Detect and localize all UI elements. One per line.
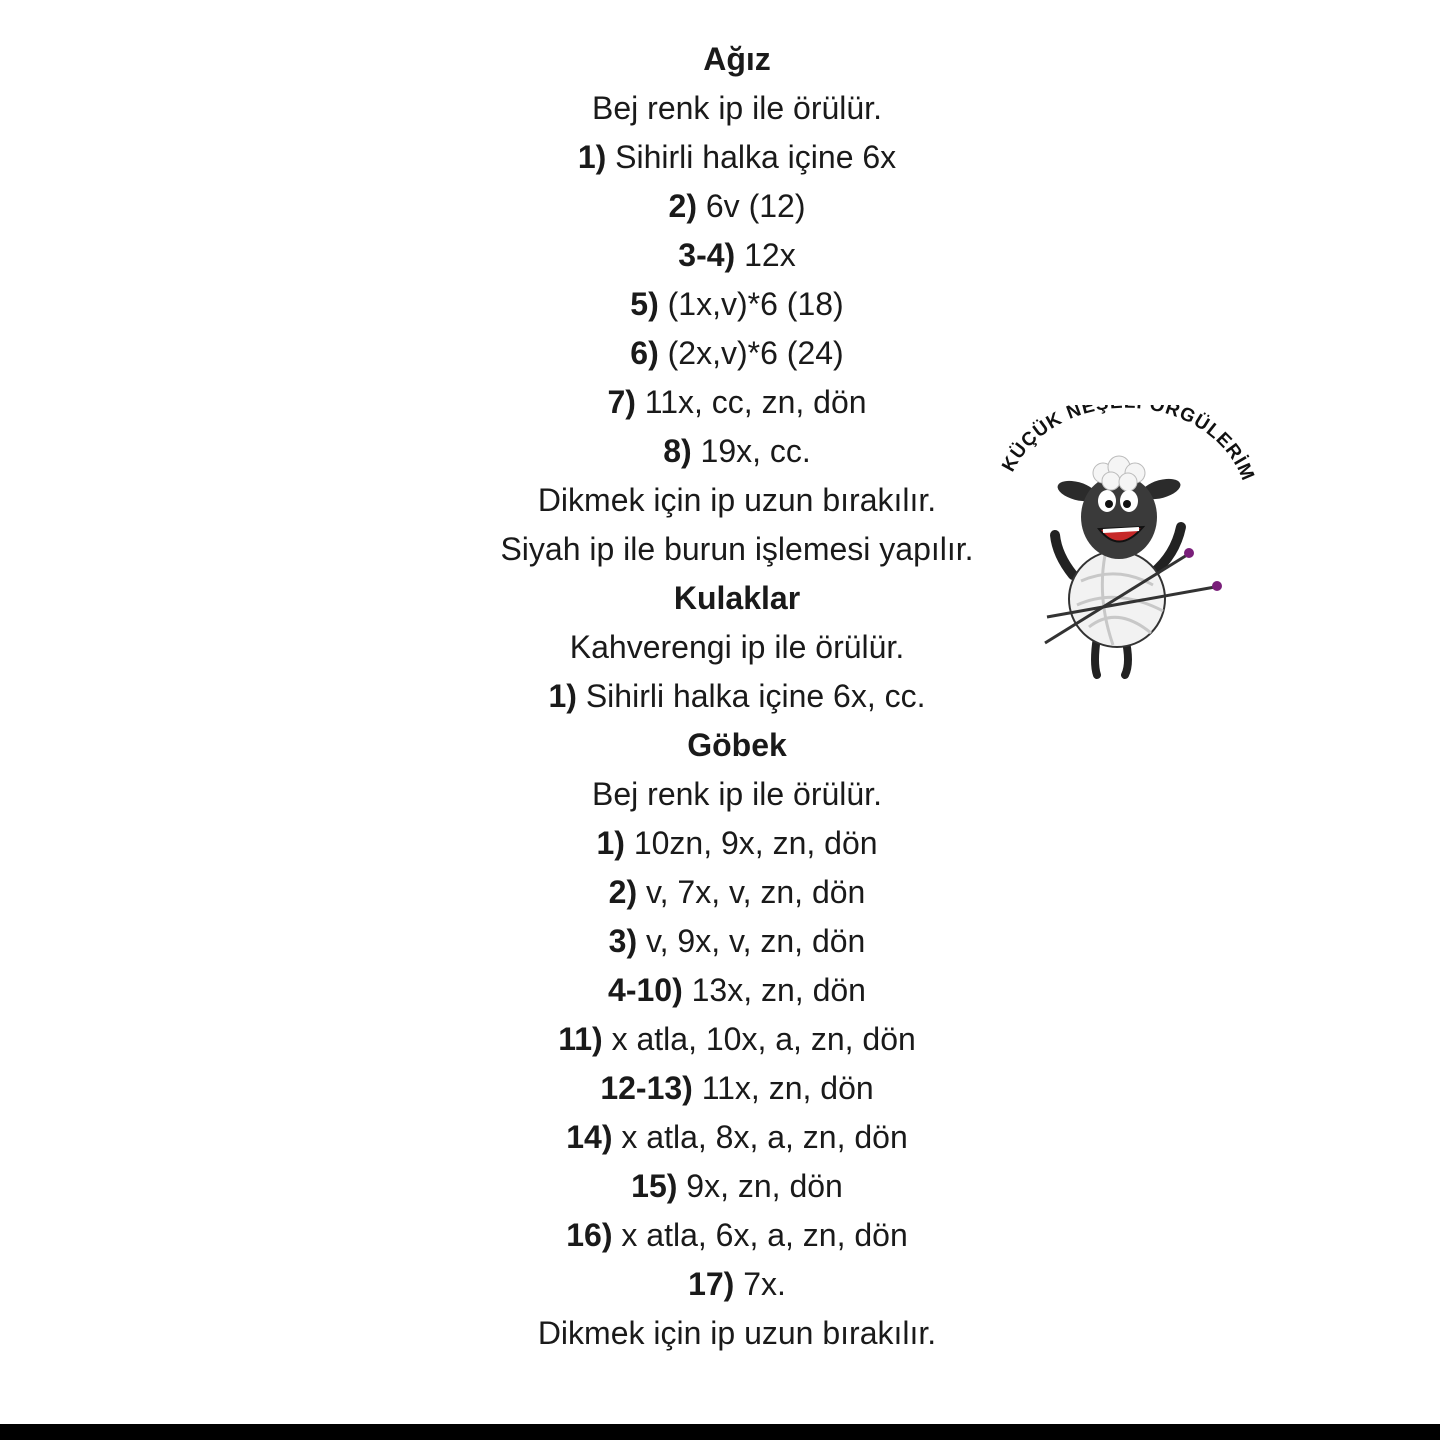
section-heading: Göbek (687, 727, 787, 763)
instruction-text: 6v (12) (696, 188, 806, 224)
row-number: 1) (548, 678, 577, 714)
instruction-text: Bej renk ip ile örülür. (592, 90, 882, 126)
instruction-text: v, 9x, v, zn, dön (637, 923, 866, 959)
instruction-line (0, 231, 1440, 280)
instruction-line (0, 1064, 1440, 1113)
instruction-text: 13x, zn, dön (682, 972, 866, 1008)
row-number: 3-4) (678, 237, 736, 273)
row-number: 17) (688, 1266, 735, 1302)
row-number: 7) (607, 384, 636, 420)
instruction-text: 11x, cc, zn, dön (635, 384, 867, 420)
instruction-line (0, 1211, 1440, 1260)
instruction-text: (1x,v)*6 (18) (658, 286, 844, 322)
row-number: 15) (631, 1168, 678, 1204)
instruction-line (0, 770, 1440, 819)
instruction-text: Dikmek için ip uzun bırakılır. (537, 1315, 937, 1351)
instruction-text: Sihirli halka içine 6x, cc. (576, 678, 926, 714)
instruction-text: 10zn, 9x, zn, dön (624, 825, 878, 861)
instruction-line (0, 182, 1440, 231)
instruction-text: 7x. (734, 1266, 786, 1302)
instruction-line (0, 133, 1440, 182)
instruction-line (0, 1015, 1440, 1064)
row-number: 8) (663, 433, 692, 469)
brand-logo (985, 405, 1255, 685)
row-number: 1) (596, 825, 625, 861)
row-number: 2) (668, 188, 697, 224)
instruction-line (0, 280, 1440, 329)
instruction-text: x atla, 8x, a, zn, dön (612, 1119, 908, 1155)
row-number: 3) (608, 923, 638, 959)
instruction-text: 19x, cc. (691, 433, 811, 469)
instruction-text: Sihirli halka içine 6x (606, 139, 897, 175)
row-number: 5) (630, 286, 659, 322)
bottom-bar (0, 1424, 1440, 1440)
instruction-text: x atla, 10x, a, zn, dön (602, 1021, 916, 1057)
instruction-line (0, 819, 1440, 868)
row-number: 1) (577, 139, 607, 175)
row-number: 12-13) (600, 1070, 693, 1106)
logo-text: KÜÇÜK NE ÖRGÜLERİ (998, 405, 1251, 476)
row-number: 14) (566, 1119, 613, 1155)
instruction-line (0, 1162, 1440, 1211)
instruction-text: v, 7x, v, zn, dön (637, 874, 866, 910)
instruction-line (0, 84, 1440, 133)
sheep-yarn-ball-icon (985, 405, 1255, 685)
row-number: 4-10) (608, 972, 683, 1008)
section-heading: Kulaklar (673, 580, 801, 616)
instruction-text: 9x, zn, dön (677, 1168, 843, 1204)
instruction-line (0, 329, 1440, 378)
row-number: 16) (566, 1217, 613, 1253)
instruction-text: Kahverengi ip ile örülür. (569, 629, 905, 665)
instruction-text: x atla, 6x, a, zn, dön (612, 1217, 908, 1253)
instruction-text: (2x,v)*6 (24) (658, 335, 844, 371)
instruction-line (0, 1309, 1440, 1358)
section-heading: Ağız (703, 41, 771, 77)
instruction-line (0, 1113, 1440, 1162)
instruction-line (0, 966, 1440, 1015)
instruction-text: 12x (735, 237, 796, 273)
instruction-line (0, 1260, 1440, 1309)
instruction-line (0, 917, 1440, 966)
instruction-text: 11x, zn, dön (692, 1070, 874, 1106)
row-number: 11) (558, 1021, 603, 1057)
row-number: 6) (630, 335, 659, 371)
pattern-text (0, 35, 1440, 1358)
row-number: 2) (608, 874, 638, 910)
instruction-text: Bej renk ip ile örülür. (592, 776, 882, 812)
instruction-text: Siyah ip ile burun işlemesi yapılır. (500, 531, 974, 567)
instruction-line (0, 868, 1440, 917)
instruction-text: Dikmek için ip uzun bırakılır. (537, 482, 937, 518)
